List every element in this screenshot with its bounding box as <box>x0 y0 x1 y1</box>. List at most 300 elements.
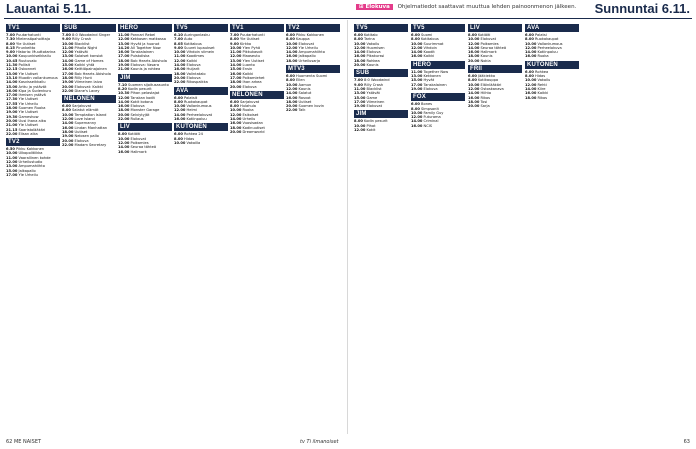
programme-title: NCIS <box>423 123 433 128</box>
programme-time: 6.00 <box>174 132 183 137</box>
programme-title: Gameshow <box>18 114 39 119</box>
programme-title: Seuraa tähteä <box>130 145 157 150</box>
programme-title: Auringonlasku <box>184 33 210 37</box>
programme-title: Kotiinpaluu <box>186 117 207 122</box>
programme-title: Selviytyjät <box>130 112 150 117</box>
programme-time: 14.00 <box>6 80 18 85</box>
channel-header: TV2 <box>286 24 340 32</box>
programme-title: Hyvät ja huonot <box>130 41 160 46</box>
programme-title: Hulahula <box>240 104 256 109</box>
programme-title: Yle Uutiset <box>240 37 260 42</box>
programme-title: Kekkosen matkassa <box>130 37 166 42</box>
programme-title: Elokuva <box>242 84 257 89</box>
programme-time: 20.00 <box>468 58 480 63</box>
programme-time: 16.00 <box>411 123 423 128</box>
programme-title: Huomenta Suomi <box>296 74 328 79</box>
programme-title: Tanskalainen <box>130 50 154 55</box>
programme-time: 21.00 <box>118 67 130 72</box>
programme-title: Ruoka <box>537 54 549 59</box>
programme-title: Ihmisen ystävä <box>18 93 46 98</box>
programme-time: 14.00 <box>468 91 480 96</box>
programme-time: 20.00 <box>6 118 18 123</box>
channel-header: KUTONEN <box>174 123 228 131</box>
programme-title: Palatsi <box>535 33 547 37</box>
programme-title: Kaikki <box>186 58 198 63</box>
programme-time: 15.00 <box>6 168 18 173</box>
programme-time: 19.30 <box>6 114 18 119</box>
programme-title: Elokuva <box>423 86 438 91</box>
programme-title: Suuret lupaukset <box>184 45 215 50</box>
programme-title: Ampumahiihto <box>298 50 325 55</box>
programme-time: 15.00 <box>230 67 242 72</box>
programme-title: Yle Uutiset <box>18 97 38 102</box>
programme-time: 19.00 <box>411 86 423 91</box>
programme-time: 18.00 <box>286 99 298 104</box>
programme-time: 17.00 <box>354 99 366 104</box>
programme-title: Bones <box>421 102 433 107</box>
programme-time: 16.00 <box>118 149 130 154</box>
info-text: Ohjelmatiedot saattavat muuttua lehden painoonmenon jälkeen. <box>397 4 577 10</box>
schedule-column <box>411 22 465 434</box>
programme-title: Urheilu <box>242 117 256 122</box>
programme-time: 10.00 <box>174 140 186 145</box>
programme-title: Rohkea 24 <box>184 132 203 137</box>
programme-time: 18.00 <box>6 106 18 111</box>
programme-title: Ruutuvalo <box>18 58 37 63</box>
programme-time: 20.00 <box>230 84 242 89</box>
channel-header: JIM <box>118 74 172 82</box>
programme-time: 18.00 <box>354 58 366 63</box>
programme-row <box>6 132 60 136</box>
programme-time: 8.00 <box>354 37 363 42</box>
programme-title: Bob Hearts Abishola <box>130 58 167 63</box>
programme-title: Tarina <box>364 37 375 42</box>
programme-title: Perheelokuvat <box>186 112 213 117</box>
channel-header: TV1 <box>6 24 60 32</box>
programme-time: 6.00 <box>525 33 534 37</box>
programme-title: Esikoiset <box>242 112 259 117</box>
programme-time: 22.00 <box>118 117 130 122</box>
channel-header: AVA <box>174 87 228 95</box>
schedule-column <box>286 22 340 434</box>
programme-title: Bob Hearts Abishola <box>74 71 111 76</box>
programme-time: 20.00 <box>468 104 480 109</box>
programme-title: Yle Urheilu <box>298 45 318 50</box>
programme-time: 19.00 <box>62 80 74 85</box>
programme-title: Ulkopolitiikka <box>18 151 43 156</box>
programme-title: Yle Uutiset <box>18 123 38 128</box>
programme-title: Kaunis <box>480 54 493 59</box>
programme-time: 12.00 <box>468 41 480 46</box>
programme-title: Poikamies <box>480 41 499 46</box>
programme-title: Vakoilla <box>186 140 201 145</box>
programme-title: Hidas <box>184 136 195 141</box>
programme-title: Rohkea <box>535 69 549 74</box>
programme-title: Elokuvat <box>366 104 382 109</box>
programme-time: 17.00 <box>6 93 18 98</box>
programme-title: Blacklist <box>74 41 90 46</box>
programme-title: Ostoskanava <box>480 86 504 91</box>
programme-time: 12.00 <box>354 45 366 50</box>
programme-time: 10.30 <box>118 91 130 96</box>
programme-time: 11.00 <box>230 50 242 55</box>
programme-time: 12.00 <box>354 128 366 133</box>
programme-time: 13.00 <box>354 91 366 96</box>
programme-title: Suurimmat <box>423 41 444 46</box>
programme-time: 14.00 <box>174 112 186 117</box>
footer <box>0 437 696 447</box>
programme-time: 13.00 <box>6 71 18 76</box>
programme-title: Tosi <box>480 99 488 104</box>
programme-time: 8.00 <box>468 33 477 37</box>
programme-title: Vihdoin <box>423 45 437 50</box>
programme-title: Poikamies <box>130 140 149 145</box>
programme-time: 12.00 <box>6 160 18 165</box>
programme-title: Kekkonen <box>423 74 441 79</box>
programme-title: Kauppa <box>296 37 310 42</box>
schedule-column <box>468 22 522 434</box>
programme-title: Viimeinen <box>366 99 385 104</box>
programme-title: Pirunkeitto <box>16 45 36 50</box>
programme-title: Hidas <box>535 74 546 79</box>
programme-time: 8.00 <box>6 41 15 46</box>
channel-header: NELONEN <box>230 91 284 99</box>
programme-time: 8.00 <box>230 104 239 109</box>
programme-time: 17.00 <box>230 75 242 80</box>
page-number-right: 63 <box>683 439 690 445</box>
programme-time: 16.00 <box>525 54 537 59</box>
programme-title: Sarjakuvat <box>72 104 92 109</box>
programme-title: Ruokakaupat <box>184 99 208 104</box>
schedule-column <box>6 22 60 434</box>
programme-time: 7.00 <box>62 33 71 37</box>
programme-row <box>354 104 408 108</box>
programme-time: 16.00 <box>354 54 366 59</box>
programme-time: 7.00 <box>6 33 15 37</box>
magazine-name: tv Ti ilmanoiset <box>300 439 339 445</box>
programme-title: Kipa ja Sudenkuru <box>18 88 52 93</box>
programme-time: 12.00 <box>411 115 423 120</box>
programme-time: 17.00 <box>62 71 74 76</box>
programme-time: 10.00 <box>411 110 423 115</box>
programme-row <box>411 87 465 91</box>
programme-time: 14.00 <box>286 50 298 55</box>
programme-title: Elokuvat: Kaikki <box>74 84 103 89</box>
programme-title: Blacklist <box>366 86 382 91</box>
programme-title: Madam Secretary <box>74 142 107 147</box>
programme-title: Koodimes <box>186 54 204 59</box>
programme-time: 12.00 <box>525 45 537 50</box>
programme-title: Kotitalous <box>421 37 439 42</box>
programme-time: 12.00 <box>286 86 298 91</box>
channel-header: LIV <box>468 24 522 32</box>
programme-row <box>411 124 465 128</box>
programme-title: Ihan arkea <box>242 80 262 85</box>
programme-row <box>62 143 116 147</box>
programme-title: Suomen kovin <box>298 104 324 109</box>
programme-row <box>286 59 340 63</box>
programme-row <box>230 85 284 89</box>
programme-time: 14.00 <box>174 63 186 68</box>
programme-time: 18.00 <box>286 58 298 63</box>
programme-time: 8.00 <box>286 78 295 83</box>
schedule-column <box>354 22 408 434</box>
programme-time: 8.00 <box>354 119 363 124</box>
programme-title: Elokuva <box>186 63 201 68</box>
programme-title: Hallmark <box>130 149 147 154</box>
programme-title: Uusi ihana aika <box>18 118 46 123</box>
programme-row <box>174 80 228 84</box>
channel-header: FRII <box>468 65 522 73</box>
programme-title: Yle Urheilu <box>18 172 38 177</box>
programme-title: Ampumahiihto <box>18 164 45 169</box>
channel-header: HERO <box>411 61 465 69</box>
programme-time: 12.00 <box>174 58 186 63</box>
programme-time: 20.00 <box>230 129 242 134</box>
programme-title: Rilly Crash <box>364 82 384 87</box>
programme-time: 18.00 <box>468 99 480 104</box>
channel-header: LIV <box>118 123 172 131</box>
programme-title: Kotitalous <box>184 41 202 46</box>
programme-title: Love Island <box>74 117 95 122</box>
programme-title: Vihdoin viimein <box>186 50 215 55</box>
programme-title: Perheelokuva <box>537 45 562 50</box>
programme-time: 8.05 <box>174 41 183 46</box>
programme-title: Vakoilu <box>366 41 380 46</box>
programme-title: Salatut elämät <box>72 108 99 113</box>
programme-title: Ylen Pyhä <box>242 45 261 50</box>
programme-time: 13.10 <box>6 75 18 80</box>
programme-title: Family Guy <box>423 110 444 115</box>
programme-title: Salaiset kansiot <box>74 54 103 59</box>
programme-row <box>118 67 172 71</box>
channel-header: FOX <box>411 93 465 101</box>
programme-time: 8.15 <box>6 45 15 50</box>
channel-header: NELONEN <box>62 95 116 103</box>
programme-title: Uutiset <box>74 129 88 134</box>
programme-title: Elokuvat <box>480 37 496 42</box>
programme-time: 20.00 <box>118 112 130 117</box>
programme-time: 21.00 <box>6 123 18 128</box>
programme-row <box>525 54 579 58</box>
programme-title: Elokuvat <box>298 41 314 46</box>
schedule-column <box>525 22 579 434</box>
programme-title: Puistoliska <box>130 54 150 59</box>
programme-time: 8.00 <box>411 37 420 42</box>
programme-time: 6.00 <box>174 95 183 100</box>
programme-title: Monster Garage <box>130 108 160 113</box>
programme-time: 17.00 <box>6 172 18 177</box>
programme-title: Elokuva <box>130 104 145 109</box>
programme-title: Puutarhatunti <box>16 33 41 37</box>
programme-time: 6.00 <box>230 99 239 104</box>
programme-time: 6.00 <box>411 102 420 107</box>
programme-time: 22.00 <box>62 142 74 147</box>
programme-title: Diane's Lacey <box>74 88 100 93</box>
programme-time: 19.00 <box>354 104 366 109</box>
programme-time: 18.00 <box>525 95 537 100</box>
programme-row <box>6 173 60 177</box>
header-rule <box>4 18 692 19</box>
programme-title: Talk <box>298 108 306 113</box>
page-spine <box>347 20 348 434</box>
programme-time: 7.00 <box>174 37 183 42</box>
programme-title: Jalkapallo <box>18 168 36 173</box>
programme-title: Elokuva <box>74 138 89 143</box>
programme-title: Vallankumous <box>186 104 212 109</box>
programme-title: Ruoka <box>242 108 254 113</box>
programme-time: 12.00 <box>286 45 298 50</box>
programme-title: Ruokakaupat <box>535 37 559 42</box>
programme-title: Game of Homes <box>74 58 104 63</box>
programme-time: 10.00 <box>174 50 186 55</box>
programme-time: 14.00 <box>118 99 130 104</box>
programme-time: 18.00 <box>62 129 74 134</box>
programme-title: Seuraa tähteä <box>480 45 507 50</box>
programme-time: 6.50 <box>6 147 15 152</box>
programme-time: 7.30 <box>6 37 15 42</box>
programme-time: 10.00 <box>62 112 74 117</box>
programme-title: Kodin pesurit <box>128 86 152 91</box>
programme-time: 16.00 <box>230 71 242 76</box>
programme-title: Urheilusarja <box>298 58 321 63</box>
programme-time: 10.00 <box>354 123 366 128</box>
programme-time: 12.00 <box>174 108 186 113</box>
programme-title: Mielensäpahoittaja <box>16 37 51 42</box>
programme-row <box>174 117 228 121</box>
programme-time: 6.00 <box>286 74 295 79</box>
programme-title: Tanskalainen <box>423 82 447 87</box>
programme-time: 8.00 <box>525 37 534 42</box>
programme-title: Ystävät <box>366 91 380 96</box>
programme-title: Jääkiekko <box>478 74 496 79</box>
programme-title: Pikku Kakkonen <box>296 33 325 37</box>
programme-time: 13.00 <box>411 74 423 79</box>
programme-time: 16.00 <box>62 67 74 72</box>
programme-time: 10.00 <box>62 41 74 46</box>
programme-time: 10.00 <box>525 41 537 46</box>
programme-time: 18.00 <box>468 54 480 59</box>
programme-time: 9.00 <box>230 41 239 46</box>
channel-header: SUB <box>354 69 408 77</box>
programme-time: 6.00 <box>354 33 363 37</box>
programme-title: Puutarhatunti <box>240 33 265 37</box>
programme-row <box>468 104 522 108</box>
programme-time: 14.00 <box>525 86 537 91</box>
programme-title: 8:0 Woodwind Singer <box>72 33 111 37</box>
programme-time: 6.00 <box>468 74 477 79</box>
programme-time: 14.00 <box>62 121 74 126</box>
programme-time: 7.00 <box>230 33 239 37</box>
programme-title: Kaupunkiseikkailu <box>18 54 51 59</box>
programme-row <box>468 59 522 63</box>
programme-time: 10.00 <box>286 82 298 87</box>
programme-title: Vallankumous <box>537 41 563 46</box>
programme-time: 8.00 <box>411 106 420 111</box>
programme-title: Ystävät <box>74 50 88 55</box>
programme-row <box>354 63 408 67</box>
programme-time: 7.10 <box>118 82 127 87</box>
programme-title: Suomen Ruoka <box>18 106 46 111</box>
programme-time: 15.00 <box>62 63 74 68</box>
programme-title: Simpsonit <box>421 106 439 111</box>
programme-title: Kotikauppa <box>478 78 499 83</box>
programme-time: 12.00 <box>230 54 242 59</box>
channel-header: TV2 <box>6 138 60 146</box>
programme-title: Elisan aika <box>18 131 38 136</box>
header-bar <box>0 0 696 16</box>
channel-header: HERO <box>118 24 172 32</box>
programme-time: 17.55 <box>6 101 18 106</box>
programme-time: 12.00 <box>62 117 74 122</box>
programme-time: 10.00 <box>411 41 423 46</box>
programme-time: 12.15 <box>6 67 18 72</box>
programme-time: 7.00 <box>354 78 363 83</box>
programme-title: Pikkukasvit <box>242 50 263 55</box>
programme-title: Rikos <box>480 95 491 100</box>
programme-title: Criminal <box>423 119 439 124</box>
programme-time: 14.00 <box>118 145 130 150</box>
programme-title: Hallmark <box>480 50 497 55</box>
programme-time: 12.00 <box>411 45 423 50</box>
programme-time: 21.15 <box>6 127 18 132</box>
programme-time: 20.00 <box>354 63 366 68</box>
programme-row <box>411 54 465 58</box>
schedule-column <box>230 22 284 434</box>
programme-title: Vakoilu <box>537 78 551 83</box>
programme-time: 6.10 <box>174 33 183 37</box>
programme-title: Kodinuutiset <box>242 125 265 130</box>
programme-title: Keittiöpainajainen <box>74 67 107 72</box>
programme-title: Auto <box>184 37 193 42</box>
programme-time: 15.00 <box>6 84 18 89</box>
programme-time: 18.00 <box>118 108 130 113</box>
programme-title: Kaikki <box>537 91 549 96</box>
programme-time: 18.00 <box>62 75 74 80</box>
channel-header: TV1 <box>230 24 284 32</box>
programme-title: Rehti <box>537 82 547 87</box>
programme-title: Osbonnet <box>18 67 36 72</box>
programme-title: Jalkapallo <box>298 54 316 59</box>
channel-header: KUTONEN <box>525 61 579 69</box>
programme-time: 10.00 <box>118 136 130 141</box>
programme-title: Nelosen pallo <box>74 134 99 139</box>
programme-title: Rikospaikka <box>186 80 208 85</box>
programme-title: Nokia <box>480 58 491 63</box>
programme-title: Kaikki <box>242 71 254 76</box>
programme-title: Suomen sijoitusasunto <box>128 82 169 87</box>
programme-time: 12.00 <box>118 140 130 145</box>
programme-time: 10.00 <box>230 45 242 50</box>
programme-time: 6.00 <box>411 33 420 37</box>
programme-time: 14.00 <box>411 50 423 55</box>
programme-time: 8.00 <box>118 132 127 137</box>
programme-title: Luonto <box>242 63 255 68</box>
programme-title: Yle Uutiset <box>18 110 38 115</box>
programme-title: Game <box>366 95 378 100</box>
programme-time: 22.00 <box>286 108 298 113</box>
programme-title: Kiire <box>537 86 546 91</box>
programme-time: 14.00 <box>354 50 366 55</box>
programme-time: 6.00 <box>525 69 534 74</box>
programme-title: Rohkea <box>366 58 380 63</box>
programme-time: 13.00 <box>230 58 242 63</box>
programme-title: Sarja <box>480 104 490 109</box>
programme-title: Tanskan kodit <box>130 95 155 100</box>
programme-title: Hyvät <box>423 78 435 83</box>
programme-time: 14.00 <box>411 119 423 124</box>
programme-time: 8.20 <box>118 86 127 91</box>
